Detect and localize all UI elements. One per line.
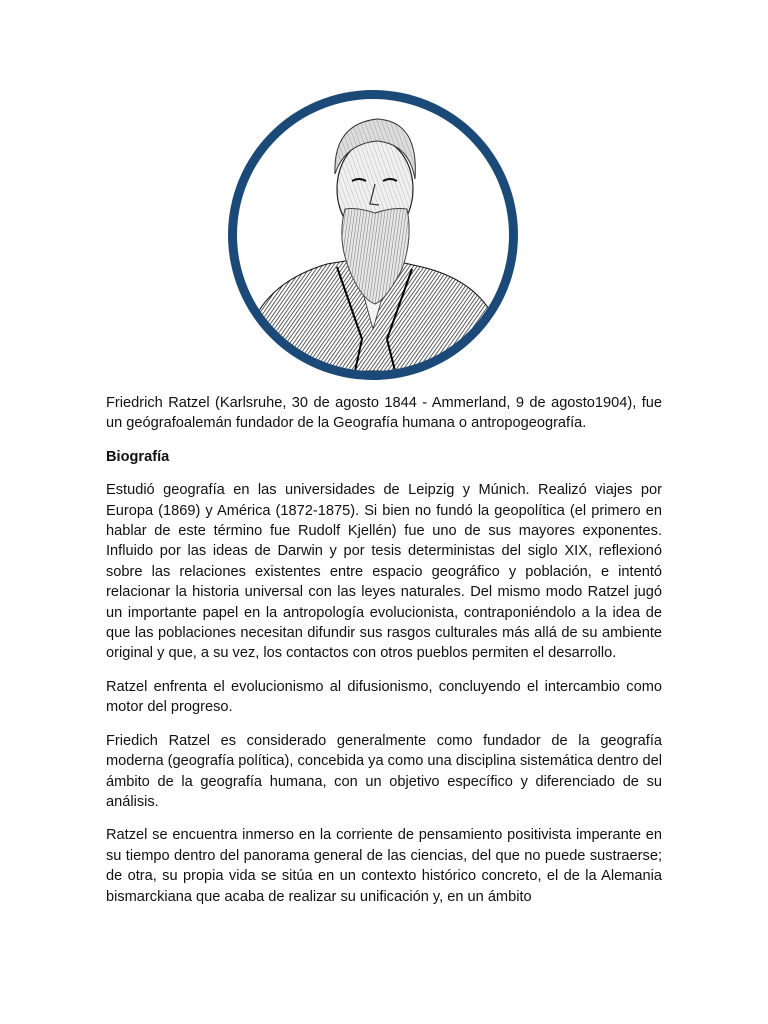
biography-paragraph-1: Estudió geografía en las universidades de Leipzig y Múnich. Realizó viajes por Europa (1869) y América (1872-1875). Si bien no fundó la geopolítica (el primero en hablar de este término fue Rudolf Kjellén) fue uno de sus mayores exponentes. Influido por las ideas de Darwin y por tesis deterministas del siglo XIX, reflexionó sobre las relaciones existentes entre espacio geográfico y población, e intentó relacionar la historia universal con las leyes naturales. Del mismo modo Ratzel jugó un importante papel en la antropología evolucionista, contraponiéndolo a la idea de que las poblaciones necesitan difundir sus rasgos culturales más allá de su ambiente original y que, a su vez, los contactos con otros pueblos permiten el desarrollo. (106, 482, 662, 662)
document-body (106, 393, 662, 920)
biography-paragraph-3: Friedich Ratzel es considerado generalmente como fundador de la geografía moderna (geografía política), concebida ya como una disciplina sistemática dentro del ámbito de la geografía humana, con un objetivo específico y diferenciado de su análisis. (106, 732, 662, 810)
portrait-engraving (237, 99, 509, 371)
portrait-image (237, 99, 509, 371)
biography-paragraph-4: Ratzel se encuentra inmerso en la corriente de pensamiento positivista imperante en su tiempo dentro del panorama general de las ciencias, del que no puede sustraerse; de otra, su propia vida se sitúa en un contexto histórico concreto, el de la Alemania bismarckiana que acaba de realizar su unificación y, en un ámbito (106, 827, 662, 905)
intro-paragraph: Friedrich Ratzel (Karlsruhe, 30 de agosto 1844 - Ammerland, 9 de agosto1904), fue un geógrafoalemán fundador de la Geografía humana o antropogeografía. (106, 395, 662, 432)
biography-paragraph-2: Ratzel enfrenta el evolucionismo al difusionismo, concluyendo el intercambio como motor del progreso. (106, 678, 662, 716)
portrait-frame (228, 90, 518, 380)
section-heading: Biografía (106, 448, 170, 465)
